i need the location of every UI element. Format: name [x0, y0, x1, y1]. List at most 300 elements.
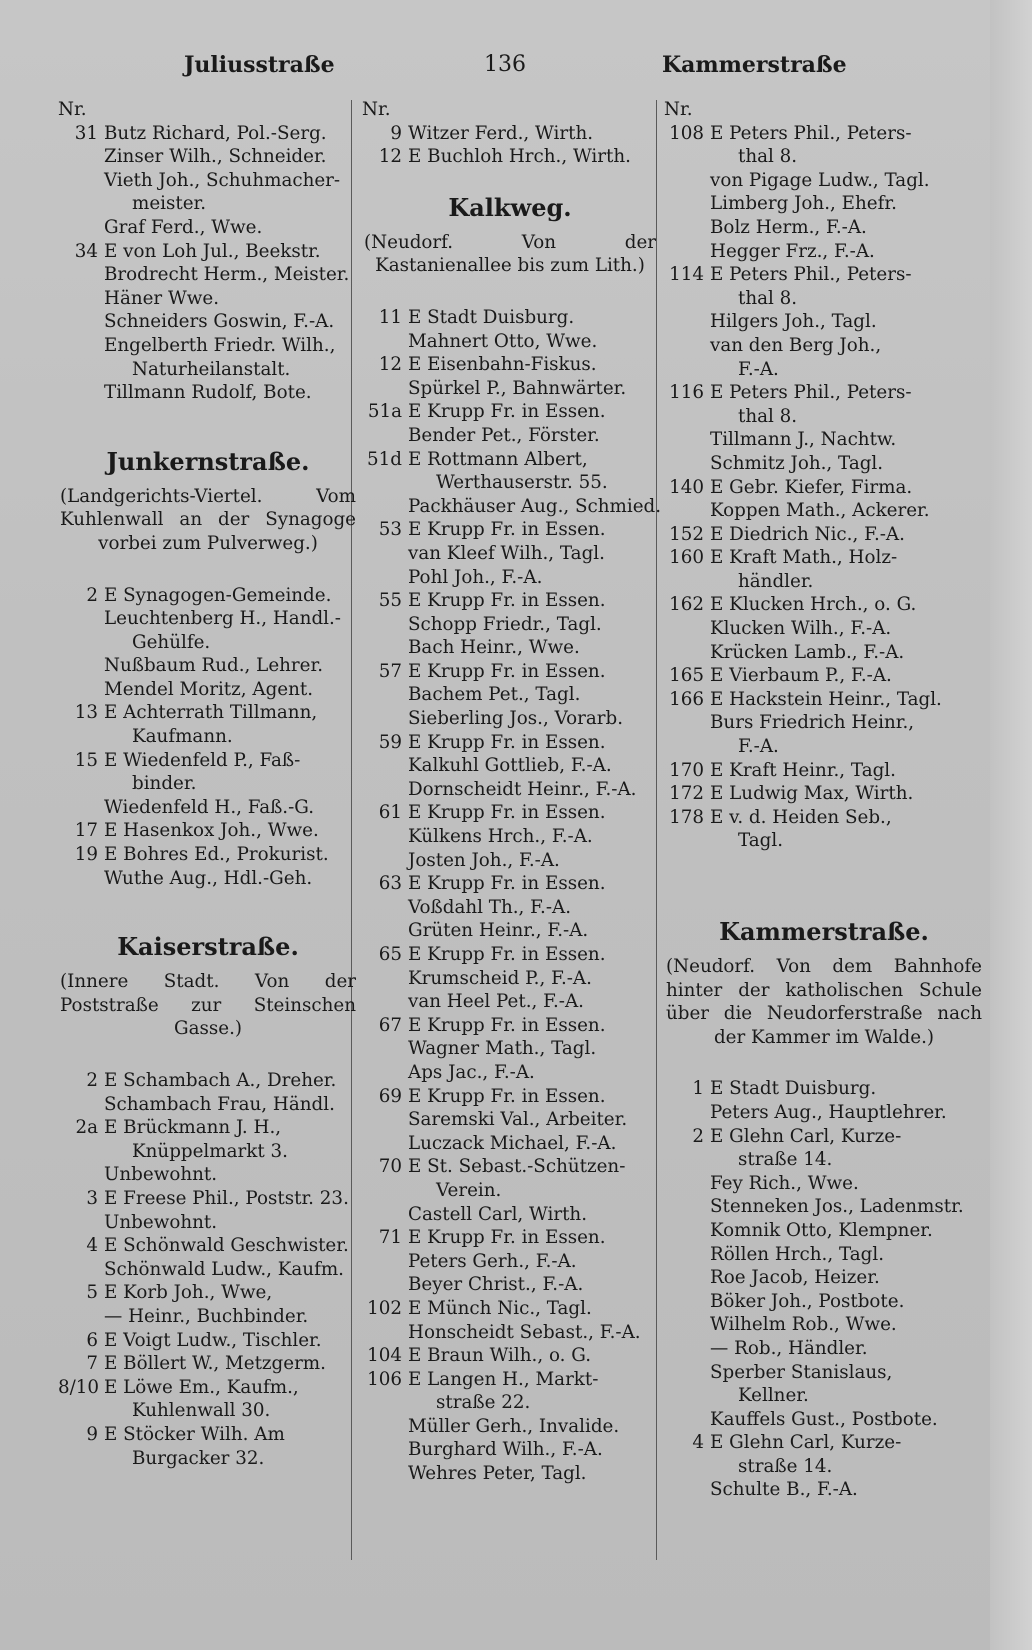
- entry-text: E Münch Nic., Tagl.: [408, 1297, 592, 1319]
- directory-entry: [58, 1305, 358, 1329]
- directory-entry: [58, 1187, 358, 1211]
- header-right-street: Kammerstraße: [662, 52, 847, 78]
- entry-text: E Wiedenfeld P., Faß-: [104, 749, 301, 771]
- directory-entry: [664, 1361, 984, 1385]
- house-number: 57: [378, 660, 402, 682]
- directory-entry: [58, 263, 358, 287]
- directory-entry: [362, 1321, 658, 1345]
- directory-entry: [58, 1281, 358, 1305]
- directory-entry: [58, 1116, 358, 1140]
- directory-entry: [58, 584, 358, 608]
- number-column-label: [664, 98, 984, 122]
- house-number: 152: [669, 523, 704, 545]
- column-3: [664, 98, 984, 1502]
- directory-entry: [362, 801, 658, 825]
- directory-entry: [362, 1203, 658, 1227]
- entry-continuation: F.-A.: [738, 358, 779, 380]
- entry-text: Burs Friedrich Heinr.,: [710, 712, 915, 734]
- house-number: 69: [378, 1085, 402, 1107]
- entry-continuation: händler.: [738, 570, 814, 592]
- directory-entry: [58, 145, 358, 169]
- directory-entry: [362, 400, 658, 424]
- directory-entry: [58, 334, 358, 358]
- entry-text: Koppen Math., Ackerer.: [710, 500, 930, 522]
- directory-entry: [664, 1478, 984, 1502]
- house-number: 70: [378, 1156, 402, 1178]
- entry-text: E Ludwig Max, Wirth.: [710, 783, 914, 805]
- entry-continuation: thal 8.: [738, 146, 798, 168]
- entry-text: Bachem Pet., Tagl.: [408, 684, 581, 706]
- entry-text: Häner Wwe.: [104, 287, 220, 309]
- directory-entry: [362, 495, 662, 519]
- entry-text: E Glehn Carl, Kurze-: [710, 1432, 902, 1454]
- directory-entry: [58, 725, 358, 749]
- directory-entry: [58, 1093, 358, 1117]
- directory-entry: [362, 542, 658, 566]
- entry-text: E Klucken Hrch., o. G.: [710, 594, 917, 616]
- house-number: 7: [86, 1353, 98, 1375]
- entry-text: E Rottmann Albert,: [408, 448, 588, 470]
- directory-entry: [664, 1337, 984, 1361]
- entry-text: Wiedenfeld H., Faß.-G.: [104, 796, 315, 818]
- directory-entry: [664, 1431, 984, 1455]
- entry-text: Zinser Wilh., Schneider.: [104, 146, 327, 168]
- entry-text: Krücken Lamb., F.-A.: [710, 641, 905, 663]
- entry-text: E Stadt Duisburg.: [710, 1078, 877, 1100]
- directory-entry: [58, 1211, 358, 1235]
- entry-text: Peters Aug., Hauptlehrer.: [710, 1101, 947, 1123]
- directory-entry: [664, 169, 984, 193]
- street-heading: Kammerstraße.: [719, 917, 929, 946]
- entry-text: Röllen Hrch., Tagl.: [710, 1243, 885, 1265]
- entry-text: van Heel Pet., F.-A.: [408, 991, 584, 1013]
- entry-text: E Braun Wilh., o. G.: [408, 1345, 592, 1367]
- directory-entry: [664, 334, 984, 358]
- entry-text: Castell Carl, Wirth.: [408, 1203, 588, 1225]
- directory-entry: [664, 428, 984, 452]
- entry-continuation: Naturheilanstalt.: [132, 358, 291, 380]
- entry-text: E Krupp Fr. in Essen.: [408, 731, 606, 753]
- house-number: 61: [378, 802, 402, 824]
- column-2: [362, 98, 662, 1486]
- directory-entry: [58, 678, 358, 702]
- directory-entry: [362, 306, 658, 330]
- directory-entry: [664, 1455, 984, 1479]
- directory-entry: [664, 806, 984, 830]
- directory-entry: [664, 499, 984, 523]
- entry-continuation: straße 22.: [436, 1392, 531, 1414]
- entry-text: E v. d. Heiden Seb.,: [710, 806, 892, 828]
- entry-text: E Kraft Math., Holz-: [710, 547, 898, 569]
- entry-text: Brodrecht Herm., Meister.: [104, 264, 350, 286]
- directory-entry: [362, 1391, 658, 1415]
- entry-text: E Hasenkox Joh., Wwe.: [104, 820, 319, 842]
- house-number: 1: [692, 1078, 704, 1100]
- directory-entry: [664, 1219, 984, 1243]
- house-number: 178: [669, 806, 704, 828]
- entry-text: E Eisenbahn-Fiskus.: [408, 354, 597, 376]
- entry-text: E Synagogen-Gemeinde.: [104, 584, 332, 606]
- directory-entry: [362, 330, 658, 354]
- directory-entry: [664, 263, 984, 287]
- directory-entry: [664, 476, 984, 500]
- entry-text: E Glehn Carl, Kurze-: [710, 1125, 902, 1147]
- directory-entry: [362, 825, 658, 849]
- directory-entry: [58, 310, 358, 334]
- entry-text: Nr.: [362, 99, 391, 120]
- entry-text: E Böllert W., Metzgerm.: [104, 1353, 326, 1375]
- directory-entry: [664, 1195, 984, 1219]
- entry-text: Schmitz Joh., Tagl.: [710, 452, 884, 474]
- entry-text: E Krupp Fr. in Essen.: [408, 519, 606, 541]
- directory-entry: [362, 613, 658, 637]
- directory-entry: [664, 192, 984, 216]
- entry-continuation: Verein.: [436, 1179, 502, 1201]
- directory-entry: [362, 943, 658, 967]
- directory-entry: [362, 636, 658, 660]
- directory-entry: [58, 216, 358, 240]
- entry-text: Fey Rich., Wwe.: [710, 1172, 859, 1194]
- house-number: 55: [378, 590, 402, 612]
- entry-text: E Hackstein Heinr., Tagl.: [710, 688, 942, 710]
- directory-entry: [362, 424, 658, 448]
- house-number: 12: [378, 354, 402, 376]
- directory-entry: [664, 688, 984, 712]
- house-number: 5: [86, 1282, 98, 1304]
- entry-continuation: Werthauserstr. 55.: [436, 472, 608, 494]
- entry-text: von Pigage Ludw., Tagl.: [710, 169, 930, 191]
- directory-entry: [664, 829, 984, 853]
- entry-text: E Krupp Fr. in Essen.: [408, 1227, 606, 1249]
- directory-entry: [58, 843, 358, 867]
- directory-entry: [664, 546, 984, 570]
- directory-entry: [664, 1290, 984, 1314]
- house-number: 104: [367, 1345, 402, 1367]
- entry-text: E Krupp Fr. in Essen.: [408, 1085, 606, 1107]
- entry-text: E Gebr. Kiefer, Firma.: [710, 476, 913, 498]
- entry-text: Wuthe Aug., Hdl.-Geh.: [104, 867, 313, 889]
- directory-entry: [58, 358, 358, 382]
- spacer: [58, 405, 358, 445]
- entry-text: Komnik Otto, Klempner.: [710, 1219, 933, 1241]
- entry-text: E Peters Phil., Peters-: [710, 382, 912, 404]
- directory-entry: [362, 1250, 658, 1274]
- directory-entry: [664, 1384, 984, 1408]
- street-heading: Kaiserstraße.: [117, 932, 299, 962]
- house-number: 19: [74, 844, 98, 866]
- directory-entry: [58, 192, 358, 216]
- directory-entry: [362, 471, 658, 495]
- directory-entry: [664, 358, 984, 382]
- entry-text: E St. Sebast.-Schützen-: [408, 1156, 626, 1178]
- entry-continuation: F.-A.: [738, 736, 779, 758]
- directory-entry: [664, 145, 984, 169]
- directory-entry: [362, 660, 658, 684]
- entry-text: Unbewohnt.: [104, 1211, 218, 1233]
- house-number: 11: [378, 306, 402, 328]
- entry-text: Saremski Val., Arbeiter.: [408, 1109, 628, 1131]
- entry-text: E Vierbaum P., F.-A.: [710, 665, 892, 687]
- entry-text: Wagner Math., Tagl.: [408, 1038, 597, 1060]
- entry-text: E Peters Phil., Peters-: [710, 264, 912, 286]
- entry-text: Josten Joh., F.-A.: [408, 849, 560, 871]
- street-heading: Kalkweg.: [448, 192, 572, 222]
- directory-entry: [664, 1266, 984, 1290]
- directory-entry: [362, 353, 658, 377]
- directory-entry: [362, 566, 658, 590]
- entry-text: Engelberth Friedr. Wilh.,: [104, 334, 336, 356]
- street-heading: Junkernstraße.: [106, 446, 310, 476]
- entry-text: Butz Richard, Pol.-Serg.: [104, 122, 327, 144]
- entry-text: Nußbaum Rud., Lehrer.: [104, 655, 324, 677]
- house-number: 172: [669, 783, 704, 805]
- entry-text: E Stöcker Wilh. Am: [104, 1423, 285, 1445]
- house-number: 165: [669, 665, 704, 687]
- house-number: 53: [378, 519, 402, 541]
- entry-text: Tillmann J., Nachtw.: [710, 429, 897, 451]
- entry-text: Hegger Frz., F.-A.: [710, 240, 875, 262]
- entry-text: E Bohres Ed., Prokurist.: [104, 844, 329, 866]
- entry-text: Limberg Joh., Ehefr.: [710, 193, 897, 215]
- house-number: 114: [669, 264, 704, 286]
- directory-entry: [362, 1037, 658, 1061]
- entry-text: Schönwald Ludw., Kaufm.: [104, 1258, 344, 1280]
- directory-entry: [362, 589, 658, 613]
- entry-text: Peters Gerh., F.-A.: [408, 1250, 577, 1272]
- entry-text: Luczack Michael, F.-A.: [408, 1132, 617, 1154]
- house-number: 31: [74, 122, 98, 144]
- number-column-label: [362, 98, 658, 122]
- entry-text: Dornscheidt Heinr., F.-A.: [408, 778, 637, 800]
- entry-text: Stenneken Jos., Ladenmstr.: [710, 1196, 964, 1218]
- house-number: 166: [669, 688, 704, 710]
- directory-entry: [362, 518, 658, 542]
- directory-entry: [664, 122, 984, 146]
- directory-entry: [362, 778, 658, 802]
- entry-text: E Achterrath Tillmann,: [104, 702, 318, 724]
- house-number: 160: [669, 547, 704, 569]
- directory-entry: [362, 872, 658, 896]
- entry-text: Spürkel P., Bahnwärter.: [408, 377, 627, 399]
- directory-entry: [362, 1462, 658, 1486]
- entry-continuation: Kellner.: [738, 1385, 809, 1407]
- entry-text: E Voigt Ludw., Tischler.: [104, 1329, 322, 1351]
- entry-text: E Langen H., Markt-: [408, 1368, 599, 1390]
- house-number: 59: [378, 731, 402, 753]
- entry-text: Nr.: [58, 99, 87, 120]
- directory-entry: [362, 377, 658, 401]
- directory-entry: [58, 1423, 358, 1447]
- entry-text: E Krupp Fr. in Essen.: [408, 590, 606, 612]
- column-1: [58, 98, 358, 1470]
- directory-entry: [362, 1132, 658, 1156]
- house-number: 9: [390, 122, 402, 144]
- directory-entry: [664, 570, 984, 594]
- entry-text: E Buchloh Hrch., Wirth.: [408, 146, 631, 168]
- spacer: [362, 284, 658, 306]
- directory-entry: [664, 216, 984, 240]
- directory-entry: [58, 1447, 358, 1471]
- entry-text: E Löwe Em., Kaufm.,: [104, 1376, 299, 1398]
- street-description: (Innere Stadt. Von der Poststraße zur Steinschen Gasse.): [60, 971, 356, 1040]
- directory-entry: [664, 593, 984, 617]
- directory-entry: [58, 796, 358, 820]
- entry-text: E Krupp Fr. in Essen.: [408, 1014, 606, 1036]
- directory-entry: [664, 1408, 984, 1432]
- directory-entry: [58, 1163, 358, 1187]
- house-number: 8/10: [58, 1376, 100, 1398]
- house-number: 71: [378, 1227, 402, 1249]
- entry-text: E Krupp Fr. in Essen.: [408, 944, 606, 965]
- entry-text: — Rob., Händler.: [710, 1337, 868, 1359]
- entry-continuation: Knüppelmarkt 3.: [132, 1140, 288, 1162]
- directory-entry: [664, 782, 984, 806]
- directory-entry: [58, 1352, 358, 1376]
- house-number: 12: [378, 146, 402, 168]
- house-number: 108: [669, 122, 704, 144]
- entry-text: Bender Pet., Förster.: [408, 424, 600, 446]
- directory-entry: [664, 711, 984, 735]
- directory-entry: [362, 990, 658, 1014]
- house-number: 9: [86, 1423, 98, 1445]
- house-number: 63: [378, 873, 402, 895]
- street-description: (Landgerichts-Viertel. Vom Kuhlenwall an der Synagoge vorbei zum Pulverweg.): [60, 485, 356, 554]
- entry-text: Külkens Hrch., F.-A.: [408, 826, 593, 848]
- directory-entry: [664, 1243, 984, 1267]
- entry-continuation: thal 8.: [738, 405, 798, 427]
- entry-text: Kauffels Gust., Postbote.: [710, 1408, 938, 1430]
- directory-entry: [664, 617, 984, 641]
- entry-text: Mendel Moritz, Agent.: [104, 678, 314, 700]
- entry-text: Bach Heinr., Wwe.: [408, 637, 580, 659]
- entry-continuation: straße 14.: [738, 1149, 833, 1171]
- entry-text: Sieberling Jos., Vorarb.: [408, 708, 624, 730]
- directory-entry: [362, 1108, 658, 1132]
- entry-text: E Krupp Fr. in Essen.: [408, 873, 606, 895]
- directory-entry: [58, 287, 358, 311]
- entry-text: Schulte B., F.-A.: [710, 1479, 858, 1501]
- entry-text: Bolz Herm., F.-A.: [710, 216, 867, 238]
- entry-continuation: straße 14.: [738, 1455, 833, 1477]
- entry-text: Vieth Joh., Schuhmacher-: [104, 169, 341, 191]
- house-number: 2: [86, 584, 98, 606]
- directory-entry: [362, 1297, 658, 1321]
- directory-entry: [664, 523, 984, 547]
- directory-entry: [362, 1415, 658, 1439]
- directory-entry: [362, 122, 658, 146]
- entry-text: Schneiders Goswin, F.-A.: [104, 311, 335, 333]
- house-number: 2: [86, 1070, 98, 1091]
- spacer: [664, 1055, 984, 1077]
- entry-text: Packhäuser Aug., Schmied.: [408, 495, 662, 517]
- house-number: 140: [669, 476, 704, 498]
- entry-text: Wehres Peter, Tagl.: [408, 1463, 587, 1485]
- spacer: [362, 169, 658, 191]
- entry-text: E Stadt Duisburg.: [408, 306, 575, 328]
- directory-entry: [58, 1399, 358, 1423]
- entry-text: Wilhelm Rob., Wwe.: [710, 1314, 897, 1336]
- directory-entry: [362, 1368, 658, 1392]
- entry-text: E Krupp Fr. in Essen.: [408, 401, 606, 423]
- directory-entry: [362, 1273, 658, 1297]
- house-number: 4: [86, 1235, 98, 1257]
- directory-entry: [58, 1234, 358, 1258]
- directory-entry: [58, 631, 358, 655]
- house-number: 13: [74, 702, 98, 724]
- directory-entry: [362, 754, 658, 778]
- house-number: 116: [669, 382, 704, 404]
- page-number: 136: [484, 52, 526, 77]
- entry-text: E Freese Phil., Poststr. 23.: [104, 1187, 349, 1209]
- entry-text: Pohl Joh., F.-A.: [408, 566, 543, 588]
- directory-entry: [362, 1155, 658, 1179]
- directory-entry: [58, 240, 358, 264]
- directory-entry: [362, 1061, 658, 1085]
- house-number: 6: [86, 1329, 98, 1351]
- directory-entry: [58, 607, 358, 631]
- directory-entry: [58, 701, 358, 725]
- directory-entry: [664, 452, 984, 476]
- entry-text: Aps Jac., F.-A.: [408, 1061, 535, 1083]
- directory-entry: [58, 1329, 358, 1353]
- entry-text: Müller Gerh., Invalide.: [408, 1415, 620, 1437]
- spacer: [58, 890, 358, 930]
- directory-entry: [664, 310, 984, 334]
- street-description: (Neudorf. Von dem Bahnhofe hinter der katholischen Schule über die Neudorferstraße nach der Kammer im Walde.): [666, 956, 982, 1048]
- directory-entry: [362, 1014, 658, 1038]
- entry-text: E Diedrich Nic., F.-A.: [710, 523, 905, 545]
- entry-continuation: Tagl.: [738, 830, 784, 852]
- directory-entry: [362, 1179, 658, 1203]
- directory-entry: [362, 448, 658, 472]
- entry-text: Honscheidt Sebast., F.-A.: [408, 1321, 641, 1343]
- directory-entry: [362, 896, 658, 920]
- house-number: 51a: [367, 401, 402, 423]
- directory-entry: [58, 122, 358, 146]
- entry-text: Witzer Ferd., Wirth.: [408, 122, 594, 144]
- entry-continuation: binder.: [132, 773, 197, 795]
- entry-text: Krumscheid P., F.-A.: [408, 967, 592, 989]
- directory-entry: [362, 145, 658, 169]
- house-number: 67: [378, 1014, 402, 1036]
- entry-text: E von Loh Jul., Beekstr.: [104, 240, 321, 262]
- entry-text: Mahnert Otto, Wwe.: [408, 330, 598, 352]
- entry-text: Beyer Christ., F.-A.: [408, 1274, 584, 1296]
- entry-text: Burghard Wilh., F.-A.: [408, 1439, 603, 1461]
- directory-entry: [664, 1125, 984, 1149]
- directory-entry: [362, 707, 658, 731]
- directory-entry: [362, 919, 658, 943]
- entry-text: Kalkuhl Gottlieb, F.-A.: [408, 755, 612, 777]
- entry-text: Voßdahl Th., F.-A.: [408, 896, 572, 918]
- directory-entry: [58, 749, 358, 773]
- directory-entry: [58, 867, 358, 891]
- entry-text: E Korb Joh., Wwe,: [104, 1282, 273, 1304]
- directory-entry: [362, 849, 658, 873]
- entry-text: — Heinr., Buchbinder.: [104, 1305, 309, 1327]
- directory-entry: [58, 1258, 358, 1282]
- directory-entry: [362, 683, 658, 707]
- directory-entry: [664, 735, 984, 759]
- directory-entry: [362, 1226, 658, 1250]
- spacer: [58, 1047, 358, 1069]
- house-number: 51d: [367, 448, 402, 470]
- entry-text: E Brückmann J. H.,: [104, 1117, 282, 1139]
- directory-entry: [362, 1085, 658, 1109]
- spacer: [664, 853, 984, 893]
- directory-entry: [664, 240, 984, 264]
- entry-text: E Krupp Fr. in Essen.: [408, 802, 606, 824]
